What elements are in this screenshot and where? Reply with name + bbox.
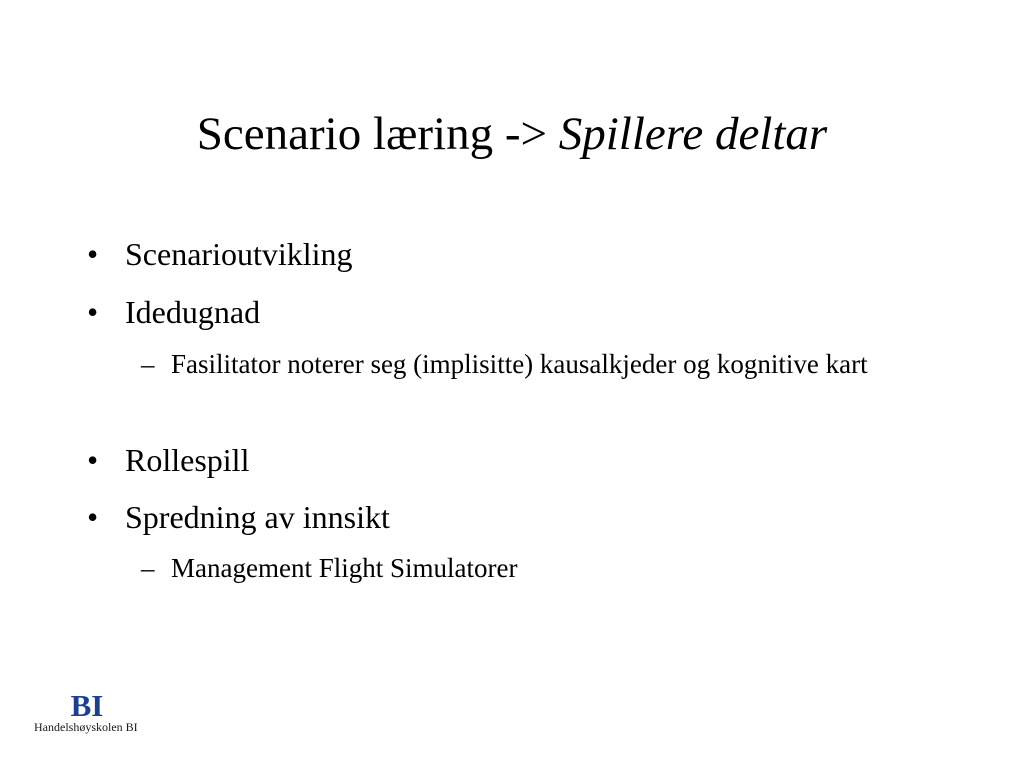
bullet-marker: •	[87, 294, 99, 330]
bi-logo-letters: BI	[70, 690, 104, 720]
logo-caption: Handelshøyskolen BI	[34, 720, 138, 734]
list-item-label: Rollespill	[125, 442, 250, 478]
bi-logo-mark	[67, 690, 107, 720]
sub-item-management	[141, 549, 901, 588]
bi-logo-icon	[67, 690, 107, 720]
bullet-marker: •	[87, 499, 99, 535]
bullet-marker: •	[87, 236, 99, 272]
list-item-label: Idedugnad	[125, 294, 261, 330]
bi-logo	[34, 690, 138, 740]
bullet-marker: •	[87, 442, 99, 478]
list-item-label: Scenarioutvikling	[125, 236, 353, 272]
dash-marker: –	[141, 349, 155, 379]
title-main: Scenario læring ->	[196, 108, 559, 160]
title-emphasis: Spillere deltar	[558, 108, 828, 160]
list-item-label: Spredning av innsikt	[125, 499, 390, 535]
dash-marker: –	[141, 553, 155, 583]
sub-item-label: Fasilitator noterer seg (implisitte) kausalkjeder og kognitive kart	[171, 349, 868, 379]
sub-item-fasilitator	[141, 345, 901, 384]
sub-item-label: Management Flight Simulatorer	[171, 553, 518, 583]
